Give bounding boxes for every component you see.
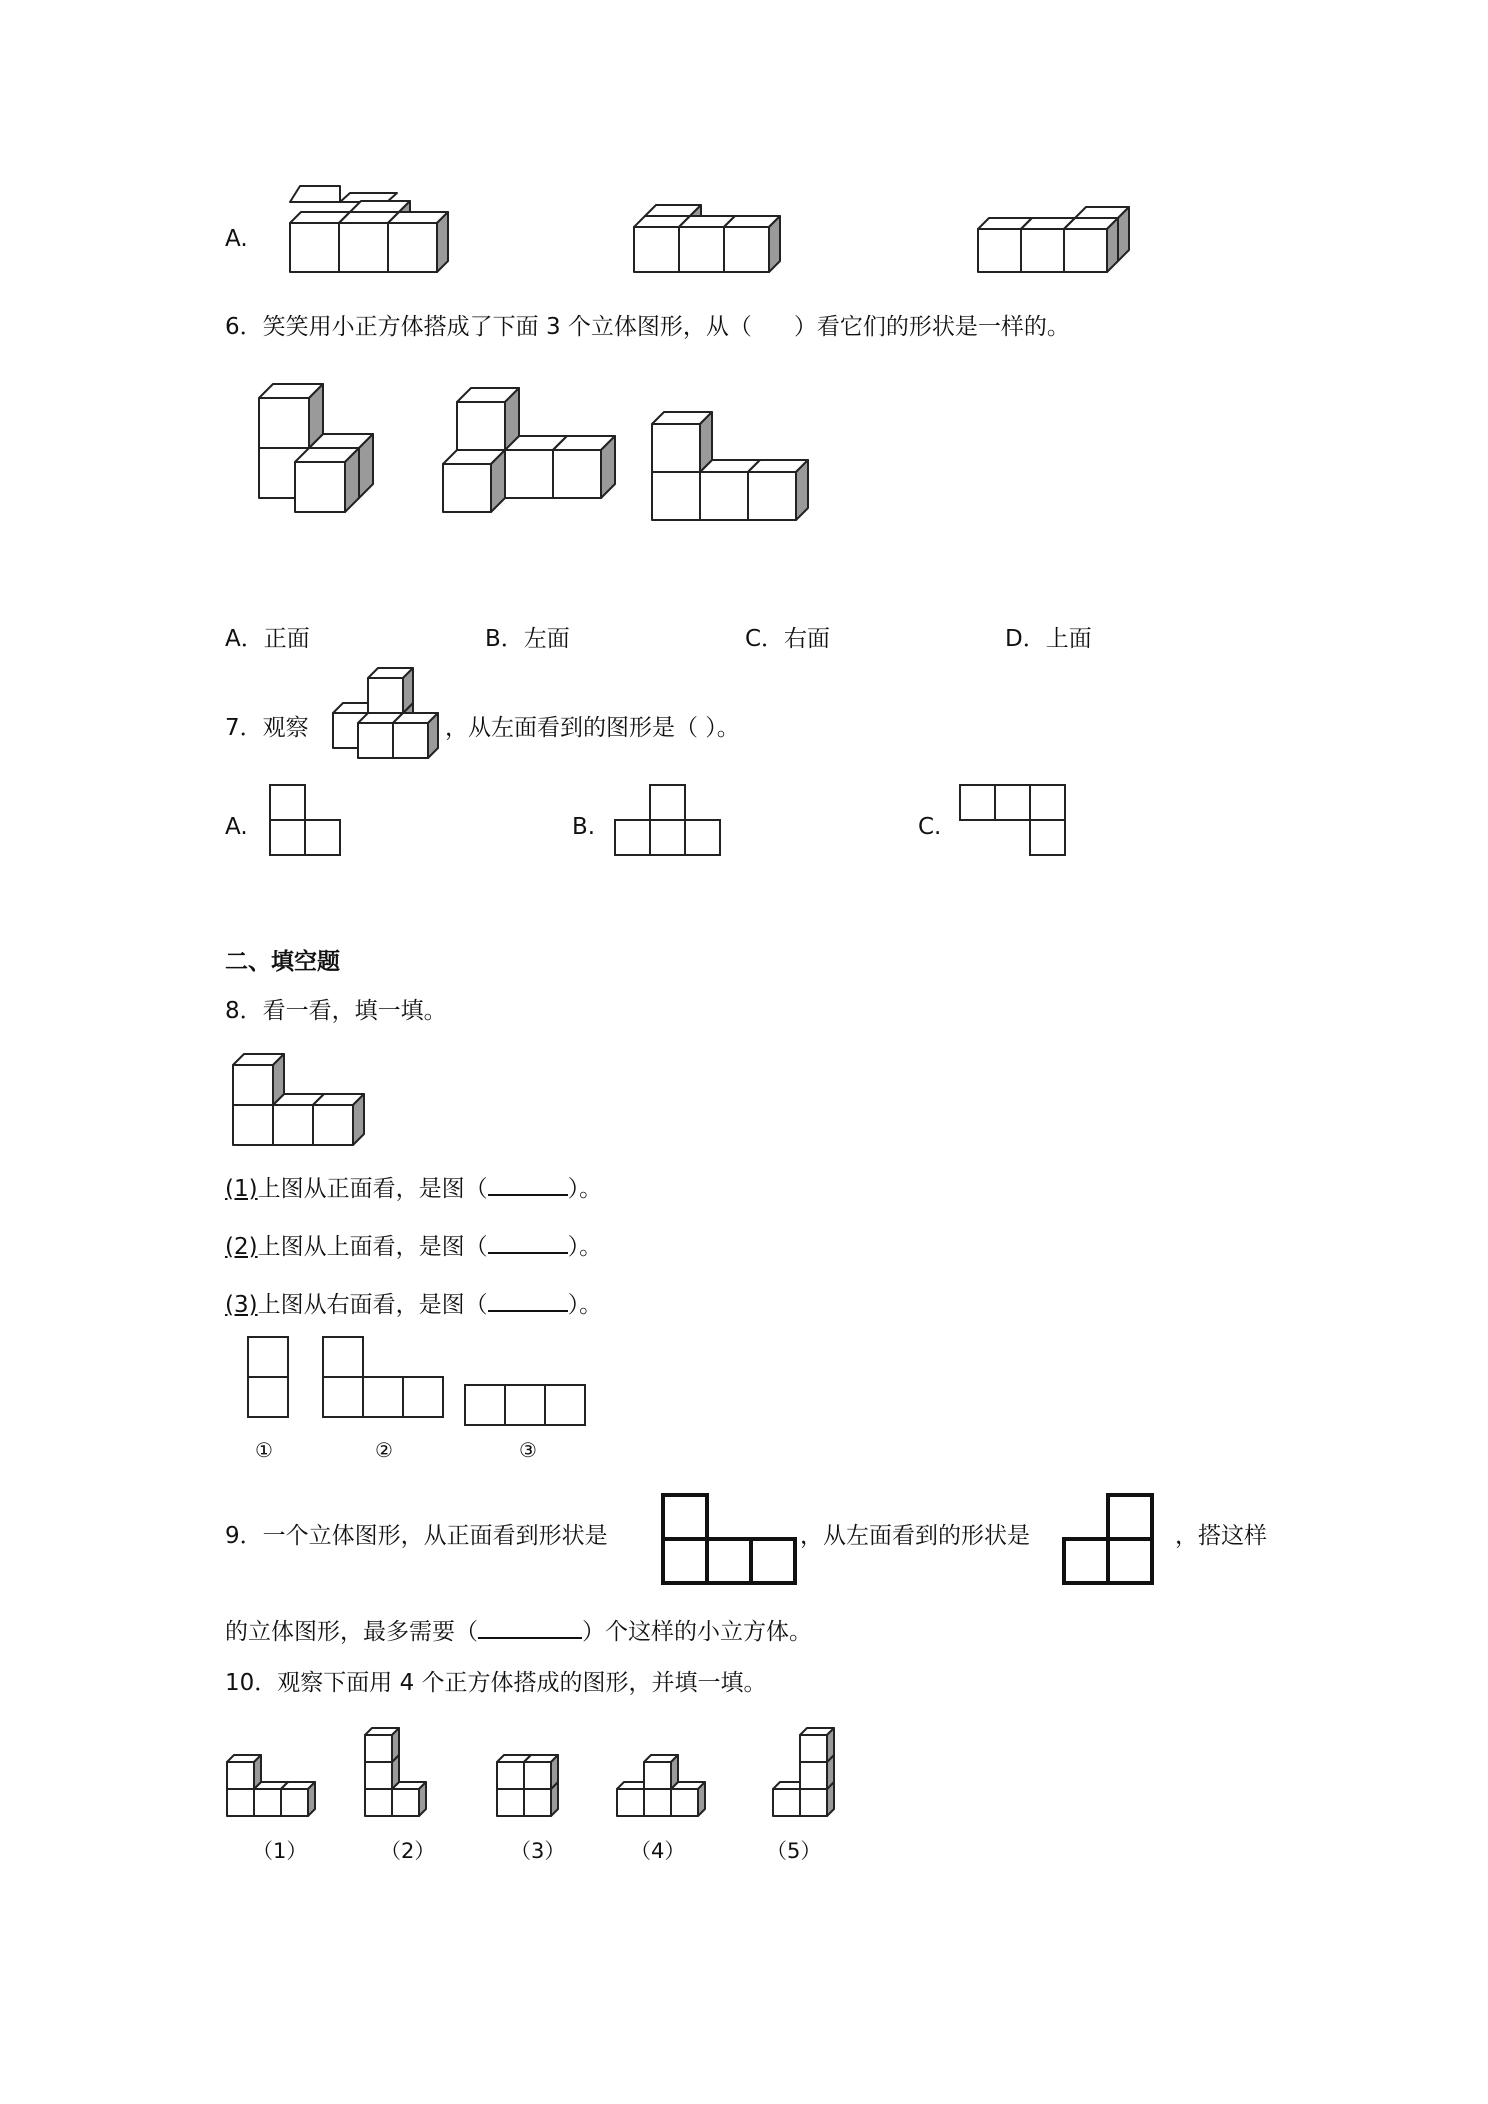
q7-prefix: 7．观察 — [225, 715, 309, 741]
q5-option-c-cubes — [978, 207, 1129, 272]
cube-front-face — [671, 1789, 698, 1816]
q5-option-b-cubes — [634, 205, 780, 272]
q7-option-b-label[interactable]: B. — [572, 814, 596, 840]
cube-front-face — [634, 227, 679, 272]
cube-side-face — [254, 1755, 261, 1789]
q5-option-a-label[interactable]: A. — [225, 226, 248, 252]
cube-side-face — [1107, 218, 1118, 272]
cube-front-face — [700, 472, 748, 520]
cube-front-face — [281, 1789, 308, 1816]
grid-square — [363, 1377, 403, 1417]
grid-square — [305, 820, 340, 855]
q7-option-c-label[interactable]: C. — [918, 814, 942, 840]
cube-front-face — [457, 402, 505, 450]
cube-front-face — [388, 223, 437, 272]
q8-figure-1-label: ① — [255, 1438, 273, 1462]
grid-square — [1030, 820, 1065, 855]
cube-front-face — [393, 723, 428, 758]
q9-left-view — [1064, 1495, 1152, 1583]
cube-front-face — [800, 1762, 827, 1789]
cube-front-face — [358, 723, 393, 758]
cube-front-face — [800, 1789, 827, 1816]
q7-option-b-squares — [615, 785, 720, 855]
q7-inline-figure — [333, 668, 438, 758]
cube-side-face — [698, 1782, 705, 1816]
q10-figure-2 — [365, 1728, 426, 1816]
q7-option-a-label[interactable]: A. — [225, 814, 248, 840]
cube-front-face — [339, 223, 388, 272]
q10-label-1: （1） — [252, 1839, 308, 1863]
q6-option-c[interactable]: C．右面 — [745, 626, 831, 652]
cube-side-face — [308, 1782, 315, 1816]
cube-front-face — [553, 450, 601, 498]
cube-side-face — [769, 216, 780, 272]
cube-front-face — [505, 450, 553, 498]
q8-item-1-num: (1) — [225, 1176, 258, 1202]
q10-figure-3 — [497, 1755, 558, 1816]
q9-line-2-after: ）个这样的小立方体。 — [582, 1619, 812, 1645]
cube-front-face — [978, 229, 1021, 272]
q8-item-3-before: 上图从右面看，是图（ — [257, 1292, 488, 1318]
cube-side-face — [1118, 207, 1129, 261]
cube-side-face — [700, 412, 712, 472]
cube-front-face — [368, 678, 403, 713]
cube-front-face — [617, 1789, 644, 1816]
cube-side-face — [392, 1728, 399, 1762]
cube-front-face — [497, 1789, 524, 1816]
cube-front-face — [290, 223, 339, 272]
section-2-title: 二、填空题 — [225, 949, 340, 975]
grid-square — [403, 1377, 443, 1417]
grid-square — [615, 820, 650, 855]
q6-stem-suffix: ）看它们的形状是一样的。 — [793, 314, 1070, 340]
cube-front-face — [800, 1735, 827, 1762]
q8-cube-figure — [233, 1054, 364, 1145]
q6-stem-prefix: 6．笑笑用小正方体搭成了下面 3 个立体图形，从（ — [225, 314, 752, 340]
cube-front-face — [524, 1762, 551, 1789]
q9-part-3: ，搭这样 — [1175, 1523, 1267, 1549]
cube-front-face — [392, 1789, 419, 1816]
q8-figure-1 — [248, 1337, 288, 1417]
grid-square — [1108, 1495, 1152, 1539]
q8-item-1-after: ）。 — [567, 1176, 603, 1202]
q10-figure-4 — [617, 1755, 705, 1816]
grid-square — [650, 820, 685, 855]
cube-front-face — [1064, 229, 1107, 272]
cube-front-face — [644, 1789, 671, 1816]
q9-line-2-before: 的立体图形，最多需要（ — [225, 1619, 478, 1645]
grid-square — [323, 1337, 363, 1377]
grid-square — [650, 785, 685, 820]
q8-item-2-before: 上图从上面看，是图（ — [257, 1234, 488, 1260]
q8-figure-2 — [323, 1337, 443, 1417]
cube-front-face — [233, 1065, 273, 1105]
q10-label-4: （4） — [630, 1839, 686, 1863]
q6-figure-2 — [443, 388, 615, 512]
grid-square — [505, 1385, 545, 1425]
grid-square — [685, 820, 720, 855]
grid-square — [663, 1495, 707, 1539]
q10-label-3: （3） — [510, 1839, 566, 1863]
q10-label-5: （5） — [766, 1839, 822, 1863]
grid-square — [270, 785, 305, 820]
q5-option-a-cubes — [290, 201, 448, 272]
cube-front-face — [652, 472, 700, 520]
grid-square — [663, 1539, 707, 1583]
cube-front-face — [524, 1789, 551, 1816]
cube-front-face — [365, 1789, 392, 1816]
q6-option-d[interactable]: D．上面 — [1005, 626, 1092, 652]
cube-side-face — [551, 1755, 558, 1789]
cube-side-face — [437, 212, 448, 272]
q6-figure-3 — [652, 412, 808, 520]
grid-square — [270, 820, 305, 855]
q10-stem: 10．观察下面用 4 个正方体搭成的图形，并填一填。 — [225, 1670, 767, 1696]
grid-square — [751, 1539, 795, 1583]
q10-label-2: （2） — [380, 1839, 436, 1863]
cube-side-face — [671, 1755, 678, 1789]
q8-item-2-num: (2) — [225, 1234, 258, 1260]
q9-front-view — [663, 1495, 795, 1583]
cube-front-face — [313, 1105, 353, 1145]
q8-figure-3-label: ③ — [519, 1438, 537, 1462]
q8-item-2-after: ）。 — [567, 1234, 603, 1260]
q10-figure-5 — [773, 1728, 834, 1816]
q7-option-a-squares — [270, 785, 340, 855]
cube-front-face — [365, 1735, 392, 1762]
q8-item-3-num: (3) — [225, 1292, 258, 1318]
q9-part-1: 9．一个立体图形，从正面看到形状是 — [225, 1523, 608, 1549]
grid-square — [1108, 1539, 1152, 1583]
cube-front-face — [748, 472, 796, 520]
q8-item-3-after: ）。 — [567, 1292, 603, 1318]
q7-option-c-squares — [960, 785, 1065, 855]
cube-front-face — [644, 1762, 671, 1789]
cube-front-face — [227, 1789, 254, 1816]
grid-square — [465, 1385, 505, 1425]
cube-side-face — [419, 1782, 426, 1816]
q6-option-b[interactable]: B．左面 — [485, 626, 570, 652]
grid-square — [1064, 1539, 1108, 1583]
grid-square — [995, 785, 1030, 820]
cube-front-face — [679, 227, 724, 272]
cube-front-face — [1021, 229, 1064, 272]
grid-square — [545, 1385, 585, 1425]
cube-side-face — [796, 460, 808, 520]
grid-square — [960, 785, 995, 820]
cube-front-face — [773, 1789, 800, 1816]
q6-figure-1 — [259, 384, 373, 512]
q8-figure-2-label: ② — [375, 1438, 393, 1462]
cube-front-face — [295, 462, 345, 512]
cube-front-face — [365, 1762, 392, 1789]
cube-front-face — [652, 424, 700, 472]
q7-suffix: ，从左面看到的图形是（ ）。 — [445, 715, 740, 741]
grid-square — [1030, 785, 1065, 820]
q8-stem: 8．看一看，填一填。 — [225, 998, 447, 1024]
cube-front-face — [259, 398, 309, 448]
cube-front-face — [724, 227, 769, 272]
q9-part-2: ，从左面看到的形状是 — [800, 1523, 1030, 1549]
cube-front-face — [497, 1762, 524, 1789]
q10-figure-1 — [227, 1755, 315, 1816]
grid-square — [248, 1377, 288, 1417]
grid-square — [248, 1337, 288, 1377]
cube-front-face — [254, 1789, 281, 1816]
q8-item-1-before: 上图从正面看，是图（ — [257, 1176, 488, 1202]
cube-front-face — [227, 1762, 254, 1789]
q6-option-a[interactable]: A．正面 — [225, 626, 310, 652]
cube-front-face — [273, 1105, 313, 1145]
cube-front-face — [233, 1105, 273, 1145]
cube-front-face — [443, 464, 491, 512]
grid-square — [323, 1377, 363, 1417]
grid-square — [707, 1539, 751, 1583]
cube-side-face — [827, 1728, 834, 1762]
q8-figure-3 — [465, 1385, 585, 1425]
